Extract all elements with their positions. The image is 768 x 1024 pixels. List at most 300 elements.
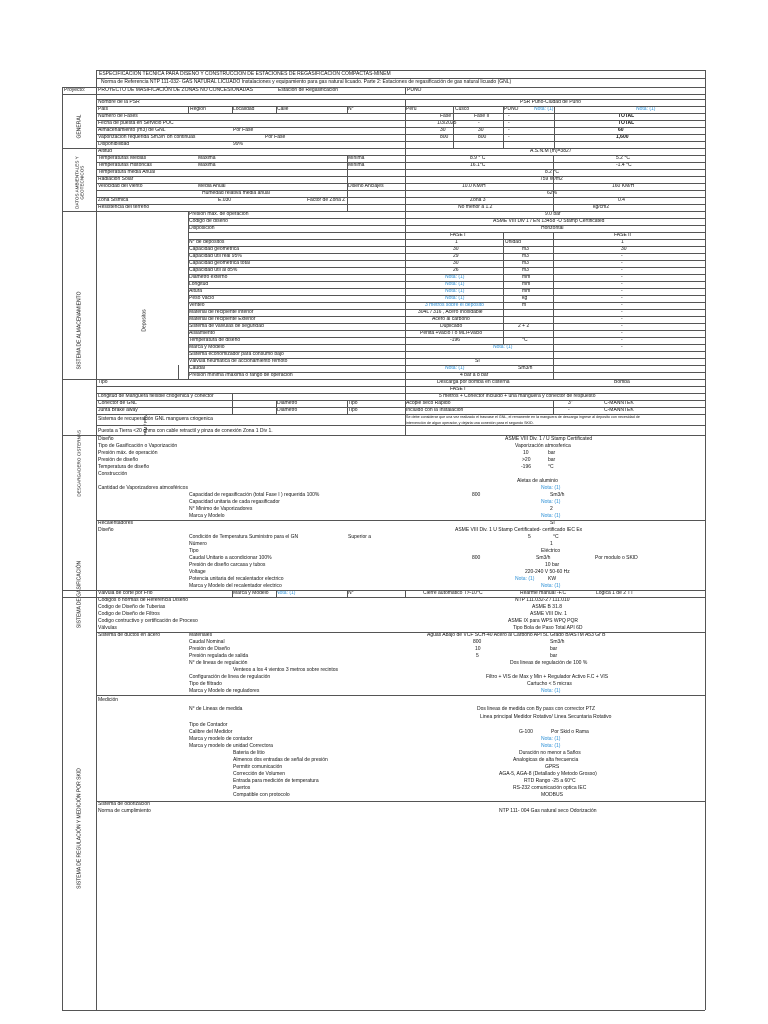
spec-cell: Máxima	[198, 162, 216, 168]
regulation-cell: bar	[550, 653, 558, 659]
grid-line	[405, 99, 406, 106]
spec-cell: Disposición	[189, 225, 215, 231]
regulation-cell: Codigo de Diseño de Tuberias	[98, 604, 166, 610]
regulation-cell: G-100	[519, 729, 533, 735]
grid-line	[232, 590, 233, 597]
gasification-cell: Presión de diseño	[98, 457, 139, 463]
spec-cell: -	[621, 274, 623, 280]
grid-line	[96, 204, 705, 205]
regulation-cell: Compatible con protocolo	[233, 792, 290, 798]
grid-line	[62, 1010, 705, 1011]
spec-cell: Capacidad geometrica	[189, 246, 240, 252]
grid-line	[96, 78, 705, 79]
gasification-cell: Condición de Temperatura Suministro para el GN	[189, 534, 299, 540]
regulation-cell: Filtro + VIS de Max y Min + Regulador Activo F.C + VIS	[486, 674, 609, 680]
grid-line	[96, 134, 705, 135]
gasification-cell: Nota: (1)	[515, 576, 535, 582]
spec-cell: 160 KM/H	[612, 183, 635, 189]
section-regulation: SISTEMA DE REGULACIÓN Y MEDICIÓN POR SKID	[76, 768, 83, 889]
spec-cell: C-MANNTEK	[604, 407, 634, 413]
grid-line	[62, 148, 705, 149]
grid-line	[276, 400, 277, 414]
spec-cell: -	[621, 295, 623, 301]
gasification-cell: Capacidad de regasificación (total Fase I ) requerida 100%	[189, 492, 320, 498]
grid-line	[554, 106, 555, 113]
regulation-cell: AGA-5, AGA-8 (Detallado y Metodo Grosso)	[499, 771, 597, 777]
spec-cell: PSR Puno-Ciudad de Puno	[520, 99, 581, 105]
regulation-cell: N° de lineas de regulación	[189, 660, 248, 666]
station-name: PUNO	[407, 87, 422, 93]
grid-line	[96, 190, 705, 191]
spec-cell: Acero al carbono	[432, 316, 470, 322]
spec-cell: Máxima	[198, 155, 216, 161]
spec-cell: Temperaturas Medias	[98, 155, 147, 161]
spec-cell: Perlita +vacío / o MLI+Vacio	[420, 330, 483, 336]
spec-cell: Capacidad útil real 95%	[189, 253, 242, 259]
gasification-cell: Diseño	[98, 527, 114, 533]
spec-cell: m	[522, 302, 527, 308]
spec-cell: Longitud de Manguera flexible criogenica y conector	[98, 393, 214, 399]
regulation-cell: Sm3/h	[550, 639, 565, 645]
spec-cell: Humedad relativa media anual	[202, 190, 270, 196]
grid-line	[96, 120, 705, 121]
grid-line	[62, 87, 63, 1010]
spec-cell: 800	[440, 134, 449, 140]
spec-cell: 10.0 KM/H	[462, 183, 486, 189]
spec-cell: 62%	[547, 190, 558, 196]
gasification-cell: 10	[523, 450, 529, 456]
regulation-cell: Sistema de ductos en acero	[98, 632, 160, 638]
spec-cell: Calle	[277, 106, 289, 112]
grid-line	[96, 435, 705, 436]
regulation-cell: Calibre del Medidor	[189, 729, 233, 735]
spec-cell: -	[621, 267, 623, 273]
spec-cell: kg	[522, 295, 528, 301]
regulation-cell: Materiales	[189, 632, 213, 638]
spec-cell: -	[621, 309, 623, 315]
grid-line	[96, 70, 705, 71]
spec-cell: 0.4	[618, 197, 625, 203]
spec-cell: 759 W/m2	[540, 176, 563, 182]
regulation-cell: Duración no menor a 5años	[519, 750, 581, 756]
gasification-cell: Tipo de Gasificación o Vaporización	[98, 443, 178, 449]
spec-cell: -	[621, 302, 623, 308]
regulation-cell: ASME VIII Div. 1	[530, 611, 567, 617]
spec-cell: 3"	[568, 400, 573, 406]
spec-cell: 2 + 2	[518, 323, 530, 329]
gasification-cell: Diseño	[98, 436, 114, 442]
grid-line	[96, 183, 705, 184]
spec-cell: Marca y Modelo	[189, 344, 225, 350]
spec-cell: Acople seco Rapido	[406, 400, 451, 406]
regulation-cell: Codigos o normas de Referencia Diseño	[98, 597, 189, 603]
spec-cell: 8.2 °C	[545, 169, 559, 175]
gasification-cell: 2	[550, 506, 553, 512]
spec-cell: Sm3/h	[518, 365, 533, 371]
gasification-cell: 800	[472, 555, 481, 561]
spec-cell: 8.9 ° C	[470, 155, 486, 161]
grid-line	[405, 113, 406, 148]
spec-cell: -	[478, 120, 480, 126]
section-environment: DATOS AMBIENTALES Y GEOTECNICOS	[74, 156, 84, 209]
spec-cell: Material de recipiente Exterior	[189, 316, 256, 322]
gasification-cell: ASME VIII Div. 1 / U Stamp Certificated	[505, 436, 593, 442]
spec-cell: Resistencia del terreno	[98, 204, 150, 210]
grid-line	[405, 148, 406, 211]
spec-cell: Conector de GNL	[98, 400, 137, 406]
grid-line	[188, 316, 705, 317]
grid-line	[188, 225, 705, 226]
regulation-cell: Sistema de odorización	[98, 801, 150, 807]
regulation-cell: Codigo contructivo y certificación de Proceso	[98, 618, 198, 624]
regulation-cell: NTP 111.032-2 / 111.010	[515, 597, 570, 603]
regulation-cell: Puertos	[233, 785, 251, 791]
grid-line	[96, 197, 705, 198]
regulation-cell: N° de Lineas de medida	[189, 706, 243, 712]
regulation-cell: Dos lineas de medida con By pass con corrector PTZ	[477, 706, 596, 712]
spec-cell: -	[568, 407, 570, 413]
grid-line	[62, 597, 705, 598]
spec-cell: Nota: (1)	[445, 281, 465, 287]
spec-cell: Temperatura media Anual	[98, 169, 155, 175]
spec-cell: Horizontal	[541, 225, 564, 231]
grid-line	[62, 94, 705, 95]
grid-line	[188, 246, 705, 247]
spec-cell: -	[621, 260, 623, 266]
spec-cell: m3	[522, 246, 529, 252]
gasification-cell: bar	[548, 457, 556, 463]
spec-cell: Zona 3	[470, 197, 486, 203]
grid-line	[347, 590, 348, 597]
spec-cell: Temperaturas Historicas	[98, 162, 152, 168]
regulation-cell: Tipo Bola de Paso Total API 6D	[513, 625, 583, 631]
spec-cell: 99%	[233, 141, 244, 147]
spec-cell: -	[621, 253, 623, 259]
gasification-cell: Potencia unitaria del recalentador electrico	[189, 576, 284, 582]
spec-cell: Fase II	[474, 113, 490, 119]
document-title: ESPECIFICACIÓN TECNICA PARA DISEÑO Y CONSTRUCCIÓN DE ESTACIONES DE REGASIFICACIÓN COMPACTAS-MINEM	[99, 71, 391, 77]
spec-cell: A.S.N.M (m)=3827	[530, 148, 572, 154]
grid-line	[188, 106, 189, 113]
grid-line	[96, 386, 705, 387]
grid-line	[96, 141, 705, 142]
spec-cell: Descarga por bomba en cisterna	[437, 379, 510, 385]
spec-cell: Velocidad del viento	[98, 183, 143, 189]
gasification-cell: Marca y Modelo	[189, 513, 225, 519]
grid-line	[96, 400, 705, 401]
spec-cell: Altura	[189, 288, 203, 294]
gasification-cell: Nota: (1)	[541, 583, 561, 589]
gasification-cell: Superior a	[348, 534, 372, 540]
spec-cell: No menor a 1.2	[458, 204, 493, 210]
spec-cell: Zona Sismica	[98, 197, 129, 203]
spec-cell: Nota: (1)	[445, 274, 465, 280]
grid-line	[232, 106, 233, 113]
spec-cell: 304L / 316 , Acero Inoxidable	[418, 309, 483, 315]
regulation-cell: Presión regulada de salida	[189, 653, 249, 659]
regulation-cell: ASME IX para WPS WPQ PQR	[508, 618, 579, 624]
unloading-note-line-1: Se debe considerar que una vez realizado el trasvase el GNL, el remanente en la manguera de descarga ingrese al deposito con necesidad de	[406, 415, 640, 419]
spec-cell: País	[98, 106, 109, 112]
spec-cell: Incluido con la Instalación	[406, 407, 464, 413]
spec-cell: FASE I	[450, 232, 466, 238]
spec-cell: -	[621, 323, 623, 329]
spec-cell: Presión máx. de operación	[189, 211, 249, 217]
spec-cell: Presión mínima /máxima o rango de operación	[189, 372, 293, 378]
regulation-cell: Analogicas de alta frecuencia	[513, 757, 579, 763]
grid-line	[188, 295, 705, 296]
regulation-cell: Presión de Diseño	[189, 646, 230, 652]
grid-line	[553, 155, 554, 211]
gasification-cell: Construcción	[98, 471, 128, 477]
gasification-cell: KW	[548, 576, 557, 582]
spec-cell: Sistema de recuperación GNL manguera criogenica	[98, 416, 213, 422]
grid-line	[188, 365, 705, 366]
spec-cell: 3 metros sobre el deposito	[425, 302, 484, 308]
regulation-cell: Medición	[98, 697, 119, 703]
regulation-cell: Codigo de Diseño de Filtros	[98, 611, 160, 617]
spec-cell: Nota: (1)	[445, 288, 465, 294]
gasification-cell: SI	[550, 520, 555, 526]
regulation-cell: Nota: (1)	[541, 736, 561, 742]
gasification-cell: Número	[189, 541, 207, 547]
spec-cell: 1/3/2025	[437, 120, 457, 126]
spec-cell: Bomba	[614, 379, 630, 385]
gasification-cell: Sm3/h	[550, 492, 565, 498]
spec-cell: 30	[453, 246, 459, 252]
grid-line	[453, 113, 454, 148]
grid-line	[62, 87, 705, 88]
spec-cell: 60	[618, 127, 624, 133]
grid-line	[188, 211, 705, 212]
grid-line	[96, 632, 705, 633]
spec-cell: 9.0 bar	[545, 211, 561, 217]
spec-cell: Material de recipiente interior	[189, 309, 254, 315]
spec-cell: -	[508, 127, 510, 133]
regulation-cell: Cartucho < 5 micras	[527, 681, 572, 687]
gasification-cell: 5	[528, 534, 531, 540]
grid-line	[453, 106, 454, 113]
gasification-cell: 10 bar	[545, 562, 560, 568]
spec-cell: -	[621, 288, 623, 294]
grid-line	[188, 372, 705, 373]
spec-cell: Capacidad geométrica total	[189, 260, 250, 266]
grid-line	[62, 590, 705, 591]
spec-cell: Válvula neumatica de accionamiento remoto	[189, 358, 288, 364]
regulation-cell: Configuración de linea de regulación	[189, 674, 271, 680]
grid-line	[405, 106, 406, 113]
spec-cell: Almacenamiento (m3) de GNL	[98, 127, 166, 133]
spec-cell: Diámetro	[277, 400, 298, 406]
grid-line	[232, 393, 233, 414]
spec-cell: Radiación Solar	[98, 176, 134, 182]
spec-cell: 800	[478, 134, 487, 140]
regulation-cell: Nota: (1)	[541, 743, 561, 749]
gasification-cell: Vaporización atmosferica	[515, 443, 571, 449]
spec-cell: Venteo	[189, 302, 205, 308]
gasification-cell: Válvula de corte por Frio	[98, 590, 153, 596]
regulation-cell: Venteos a los 4 vientos 3 metros sobre recintos	[233, 667, 339, 673]
grid-line	[188, 253, 705, 254]
spec-cell: -	[621, 330, 623, 336]
spec-cell: m3	[522, 260, 529, 266]
grid-line	[96, 127, 705, 128]
spec-cell: 30	[621, 246, 627, 252]
gasification-cell: Temperatura de diseño	[98, 464, 150, 470]
grid-line	[553, 400, 554, 414]
gasification-cell: 1	[550, 541, 553, 547]
grid-line	[188, 239, 705, 240]
spec-cell: Puesta a Tierra <20 ohms con cable retractil y pinza de conexión Zona 1 Div 1.	[98, 428, 273, 434]
gasification-cell: Tipo	[189, 548, 199, 554]
spec-cell: Diseño Anclajes	[348, 183, 384, 189]
regulation-cell: Tipo de filtrado	[189, 681, 222, 687]
grid-line	[347, 155, 348, 211]
spec-cell: -	[621, 281, 623, 287]
spec-cell: Unidad	[505, 239, 521, 245]
spec-cell: Diametro externo	[189, 274, 228, 280]
regulation-cell: bar	[550, 646, 558, 652]
spec-cell: 1	[455, 239, 458, 245]
spec-cell: Nota: (1)	[445, 295, 465, 301]
grid-line	[503, 106, 504, 113]
regulation-cell: ASME B 31.8	[532, 604, 563, 610]
station-label: Estación de Regasificación	[278, 87, 339, 93]
regulation-cell: Corrección de Volumen	[233, 771, 285, 777]
grid-line	[96, 176, 705, 177]
project-name: PROYECTO DE MASIFICACIÓN DE ZONAS NO CONCESIONADAS	[98, 87, 253, 93]
spec-cell: N°	[348, 106, 354, 112]
spec-cell: N° de depositos	[189, 239, 225, 245]
grid-line	[188, 260, 705, 261]
spec-cell: Capacidad útil al 85%	[189, 267, 238, 273]
spec-cell: Vaporización requerida Sm3/h	[98, 134, 165, 140]
spec-cell: °C	[522, 337, 528, 343]
grid-line	[96, 407, 705, 408]
spec-cell: Fase I	[440, 113, 454, 119]
regulation-cell: RS-232 comunicación optica IEC	[513, 785, 587, 791]
gasification-cell: Logica 1 de 2 TT	[596, 590, 634, 596]
gasification-cell: Capacidad unitaria de cada regasificador	[189, 499, 280, 505]
spec-cell: -	[621, 316, 623, 322]
grid-line	[96, 695, 705, 696]
gasification-cell: Nota: (1)	[541, 499, 561, 505]
regulation-cell: Tipo de Contador	[189, 722, 228, 728]
gasification-cell: -196	[521, 464, 532, 470]
regulation-cell: Marca y modelo de contador	[189, 736, 253, 742]
gasification-cell: Presión máx. de operación	[98, 450, 158, 456]
spec-cell: 4 bar a 8 bar	[460, 372, 489, 378]
spec-cell: Sistema economizador para consumo bajo	[189, 351, 284, 357]
spec-cell: ASME VIII Div 1 / EN 13458 -U Stamp Certificated	[493, 218, 605, 224]
regulation-cell: Marca y Modelo de reguladores	[189, 688, 260, 694]
spec-cell: Tipo	[98, 379, 108, 385]
spec-cell: 5 metros + Conector incluido + una manguera y conector de respuesto	[439, 393, 596, 399]
spec-cell: Perú	[406, 106, 417, 112]
grid-line	[405, 590, 406, 597]
regulation-cell: Aguas Abajo de VCF SCH-40 Acero al Carbono API 5L Grado B/ASTM A53 Gr B	[427, 632, 606, 638]
grid-line	[96, 113, 705, 114]
spec-cell: PUNO	[504, 106, 519, 112]
spec-cell: Nota: (1)	[534, 106, 554, 112]
spec-cell: E.030	[218, 197, 232, 203]
spec-cell: TOTAL	[618, 113, 635, 119]
section-general: GENERAL	[76, 114, 83, 139]
grid-line	[96, 801, 705, 802]
spec-cell: Tipo	[348, 400, 358, 406]
regulation-cell: RTD Rango -25 a 60°C	[524, 778, 576, 784]
grid-line	[405, 379, 406, 435]
spec-cell: Junta Brake away	[98, 407, 138, 413]
gasification-cell: °C	[548, 464, 554, 470]
spec-cell: m3	[522, 253, 529, 259]
spec-cell: Localidad	[233, 106, 255, 112]
section-gasification: SISTEMA DE GASIFICACIÓN	[76, 560, 83, 629]
grid-line	[188, 281, 705, 282]
regulation-cell: Linea principal Medidor Rotativo/ Linea Secuntaria Rotativo	[480, 714, 612, 720]
grid-line	[188, 309, 705, 310]
spec-cell: FASE I	[450, 386, 466, 392]
gasification-cell: 220-240 V 50-60 Hz	[525, 569, 570, 575]
gasification-cell: Voltage	[189, 569, 206, 575]
regulation-cell: MODBUS	[541, 792, 563, 798]
spec-cell: FASE II	[614, 232, 631, 238]
spec-cell: -1.4 °C	[616, 162, 632, 168]
regulation-cell: NTP 111- 004 Gas natural seco Odorización	[499, 808, 597, 814]
project-label: Proyecto:	[64, 87, 86, 93]
gasification-cell: Por modulo o SKID	[595, 555, 638, 561]
spec-cell: 16.1°C	[470, 162, 486, 168]
grid-line	[188, 351, 705, 352]
spec-cell: 30	[453, 260, 459, 266]
spec-cell: -196	[450, 337, 461, 343]
spec-cell: 30	[440, 127, 446, 133]
section-storage: SISTEMA DE ALMACENAMIENTO	[76, 291, 83, 370]
spec-cell: 29	[453, 253, 459, 259]
spec-cell: 30	[478, 127, 484, 133]
grid-line	[96, 162, 705, 163]
spec-cell: Por Fase	[265, 134, 286, 140]
spec-cell: Longitud	[189, 281, 209, 287]
grid-line	[96, 99, 705, 100]
gasification-cell: bar	[548, 450, 556, 456]
spec-cell: -	[508, 113, 510, 119]
spec-cell: Diámetro	[277, 407, 298, 413]
grid-line	[188, 330, 705, 331]
regulation-cell: Por Skid o Rama	[551, 729, 589, 735]
gasification-cell: Recalentadores	[98, 520, 134, 526]
regulation-cell: Bateria de litio	[233, 750, 265, 756]
regulation-cell: Válvulas	[98, 625, 117, 631]
regulation-cell: Dos lineas de regulación de 100 %	[510, 660, 588, 666]
spec-cell: 26	[453, 267, 459, 273]
grid-line	[188, 232, 705, 233]
gasification-cell: Cierre automatico T>-10°C	[423, 590, 483, 596]
spec-cell: -	[508, 134, 510, 140]
grid-line	[96, 169, 705, 170]
spec-cell: Fecha de puesta en Servicio POC	[98, 120, 174, 126]
section-deposits: Depositos	[141, 309, 148, 332]
spec-cell: Temperatura de diseño	[189, 337, 241, 343]
gasification-cell: Rearme manual -F.C	[520, 590, 567, 596]
spec-cell: Sistema de válvulas de seguridad	[189, 323, 264, 329]
spec-cell: Nombre de la PSR	[98, 99, 140, 105]
spec-cell: C-MANNTEK	[604, 400, 634, 406]
section-ppm: PPM / PRV	[142, 414, 148, 437]
spec-cell: Tipo	[348, 407, 358, 413]
grid-line	[178, 365, 179, 379]
spec-cell: Región	[190, 106, 206, 112]
